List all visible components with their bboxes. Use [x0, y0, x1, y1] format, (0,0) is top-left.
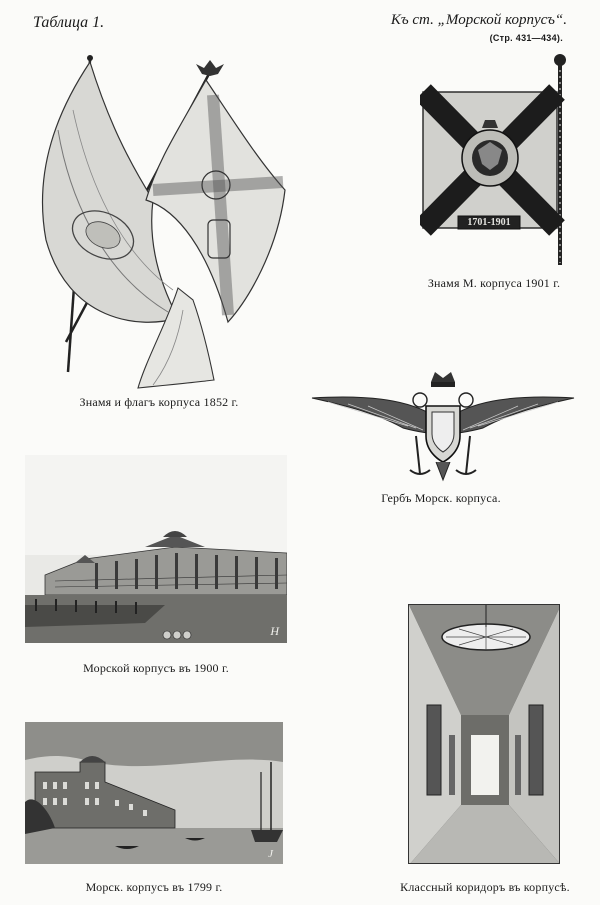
plate-label: Таблица 1.	[33, 14, 105, 31]
building-1900-caption: Морской корпусъ въ 1900 г.	[83, 661, 229, 675]
building-1799-monogram: J	[268, 848, 273, 860]
flags-1852-illustration	[28, 50, 290, 390]
coat-of-arms-caption: Гербъ Морск. корпуса.	[381, 491, 501, 505]
flags-1852-caption: Знамя и флагъ корпуса 1852 г.	[79, 395, 239, 409]
corridor-caption: Классный коридоръ въ корпусѣ.	[400, 880, 570, 894]
page-range: (Стр. 431—434).	[489, 33, 563, 43]
building-1900-monogram: Н	[270, 624, 279, 638]
article-reference: Къ ст. „Морской корпусъ“.	[390, 12, 567, 28]
coat-of-arms-illustration	[308, 362, 578, 486]
building-1799-caption: Морск. корпусъ въ 1799 г.	[85, 880, 223, 894]
banner-1901-caption: Знамя М. корпуса 1901 г.	[427, 276, 561, 290]
banner-inscription: 1701-1901	[467, 217, 511, 228]
building-1799-photo	[25, 722, 283, 864]
banner-1901-illustration	[420, 50, 580, 268]
corridor-photo	[408, 604, 560, 864]
building-1900-photo	[25, 455, 287, 643]
